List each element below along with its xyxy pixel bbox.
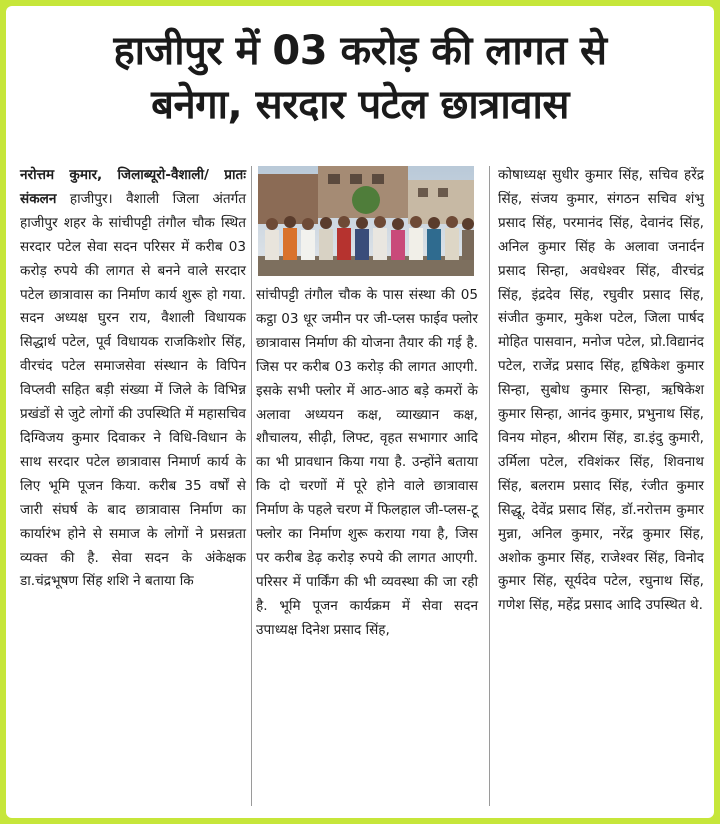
article-column-3 <box>498 164 704 618</box>
newspaper-clipping <box>6 6 714 818</box>
article-column-1 <box>20 164 246 594</box>
event-photo <box>258 166 474 276</box>
article-column-2 <box>256 284 478 643</box>
column-divider <box>489 166 490 806</box>
headline-line-2: बनेगा, सरदार पटेल छात्रावास <box>151 82 569 128</box>
byline: नरोत्तम कुमार, जिलाब्यूरो-वैशाली/ प्रातः संकलन <box>20 167 246 207</box>
headline-line-1: हाजीपुर में 03 करोड़ की लागत से <box>113 28 607 74</box>
group-photo-image <box>258 166 474 276</box>
headline <box>6 24 714 132</box>
column-divider <box>251 166 252 806</box>
column-3-text: कोषाध्यक्ष सुधीर कुमार सिंह, सचिव हरेंद्र सिंह, संजय कुमार, संगठन सचिव शंभु प्रसाद सिंह, परमानंद सिंह, देवानंद सिंह, अनिल कुमार सिंह के अलावा जनार्दन प्रसाद सिन्हा, अवधेश्वर सिंह, वीरचंद्र सिंह, इंद्रदेव सिंह, रघुवीर प्रसाद सिंह, संजीत कुमार, मुकेश पटेल, जिला पार्षद मोहित पासवान, मनोज पटेल, प्रो.विद्यानंद पटेल, राजेंद्र प्रसाद सिंह, हृषिकेश कुमार सिन्हा, सुबोध कुमार सिन्हा, ऋषिकेश कुमार सिन्हा, आनंद कुमार, प्रभुनाथ सिंह, विनय मोहन, श्रीराम सिंह, डा.इंदु कुमारी, उर्मिला पटेल, रविशंकर सिंह, शिवनाथ सिंह, बलराम प्रसाद सिंह, रंजीत कुमार सिद्धू, देवेंद्र प्रसाद सिंह, डॉ.नरोत्तम कुमार मुन्ना, अनिल कुमार, नरेंद्र कुमार सिंह, अशोक कुमार सिंह, राजेश्वर सिंह, विनोद कुमार सिंह, सूर्यदेव पटेल, रघुनाथ सिंह, गणेश सिंह, महेंद्र प्रसाद आदि उपस्थित थे. <box>498 167 704 614</box>
column-2-text: सांचीपट्टी तंगौल चौक के पास संस्था की 05 कट्ठा 03 धूर जमीन पर जी-प्लस फाईव फ्लोर छात्रावास निर्माण की योजना तैयार की गई है. जिस पर करीब 03 करोड़ की लागत आएगी. इसके सभी फ्लोर में आठ-आठ बड़े कमरों के अलावा अध्ययन कक्ष, व्याख्यान कक्ष, शौचालय, सीढ़ी, लिफ्ट, वृहत सभागार आदि का भी प्रावधान किया गया है. उन्होंने बताया कि दो चरणों में पूरे होने वाले छात्रावास निर्माण के पहले चरण में फिलहाल जी-प्लस-टू फ्लोर का निर्माण शुरू कराया गया है, जिस पर करीब डेढ़ करोड़ रुपये की लागत आएगी. परिसर में पार्किंग की भी व्यवस्था की जा रही है. भूमि पूजन कार्यक्रम में सेवा सदन उपाध्यक्ष दिनेश प्रसाद सिंह, <box>256 287 478 638</box>
column-1-text: हाजीपुर। वैशाली जिला अंतर्गत हाजीपुर शहर के सांचीपट्टी तंगौल चौक स्थित सरदार पटेल सेवा सदन परिसर में करीब 03 करोड़ रुपये की लागत से बनने वाले सरदार पटेल छात्रावास का निर्माण कार्य शुरू हो गया. सदन अध्यक्ष घुरन राय, वैशाली विधायक सिद्धार्थ पटेल, पूर्व विधायक राजकिशोर सिंह, वीरचंद पटेल समाजसेवा संस्थान के विपिन विप्लवी सहित बड़ी संख्या में जिले के विभिन्न प्रखंडों से जुटे लोगों की उपस्थिति में महासचिव दिग्विजय कुमार दिवाकर ने विधि-विधान के साथ सरदार पटेल छात्रावास निमार्ण कार्य के लिए भूमि पूजन किया. करीब 35 वर्षों से जारी संघर्ष के बाद छात्रावास निर्माण का कार्यारंभ होने से समाज के लोगों ने प्रसन्नता व्यक्त की है. सेवा सदन के अंकेक्षक डा.चंद्रभूषण सिंह शशि ने बताया कि <box>20 190 247 590</box>
